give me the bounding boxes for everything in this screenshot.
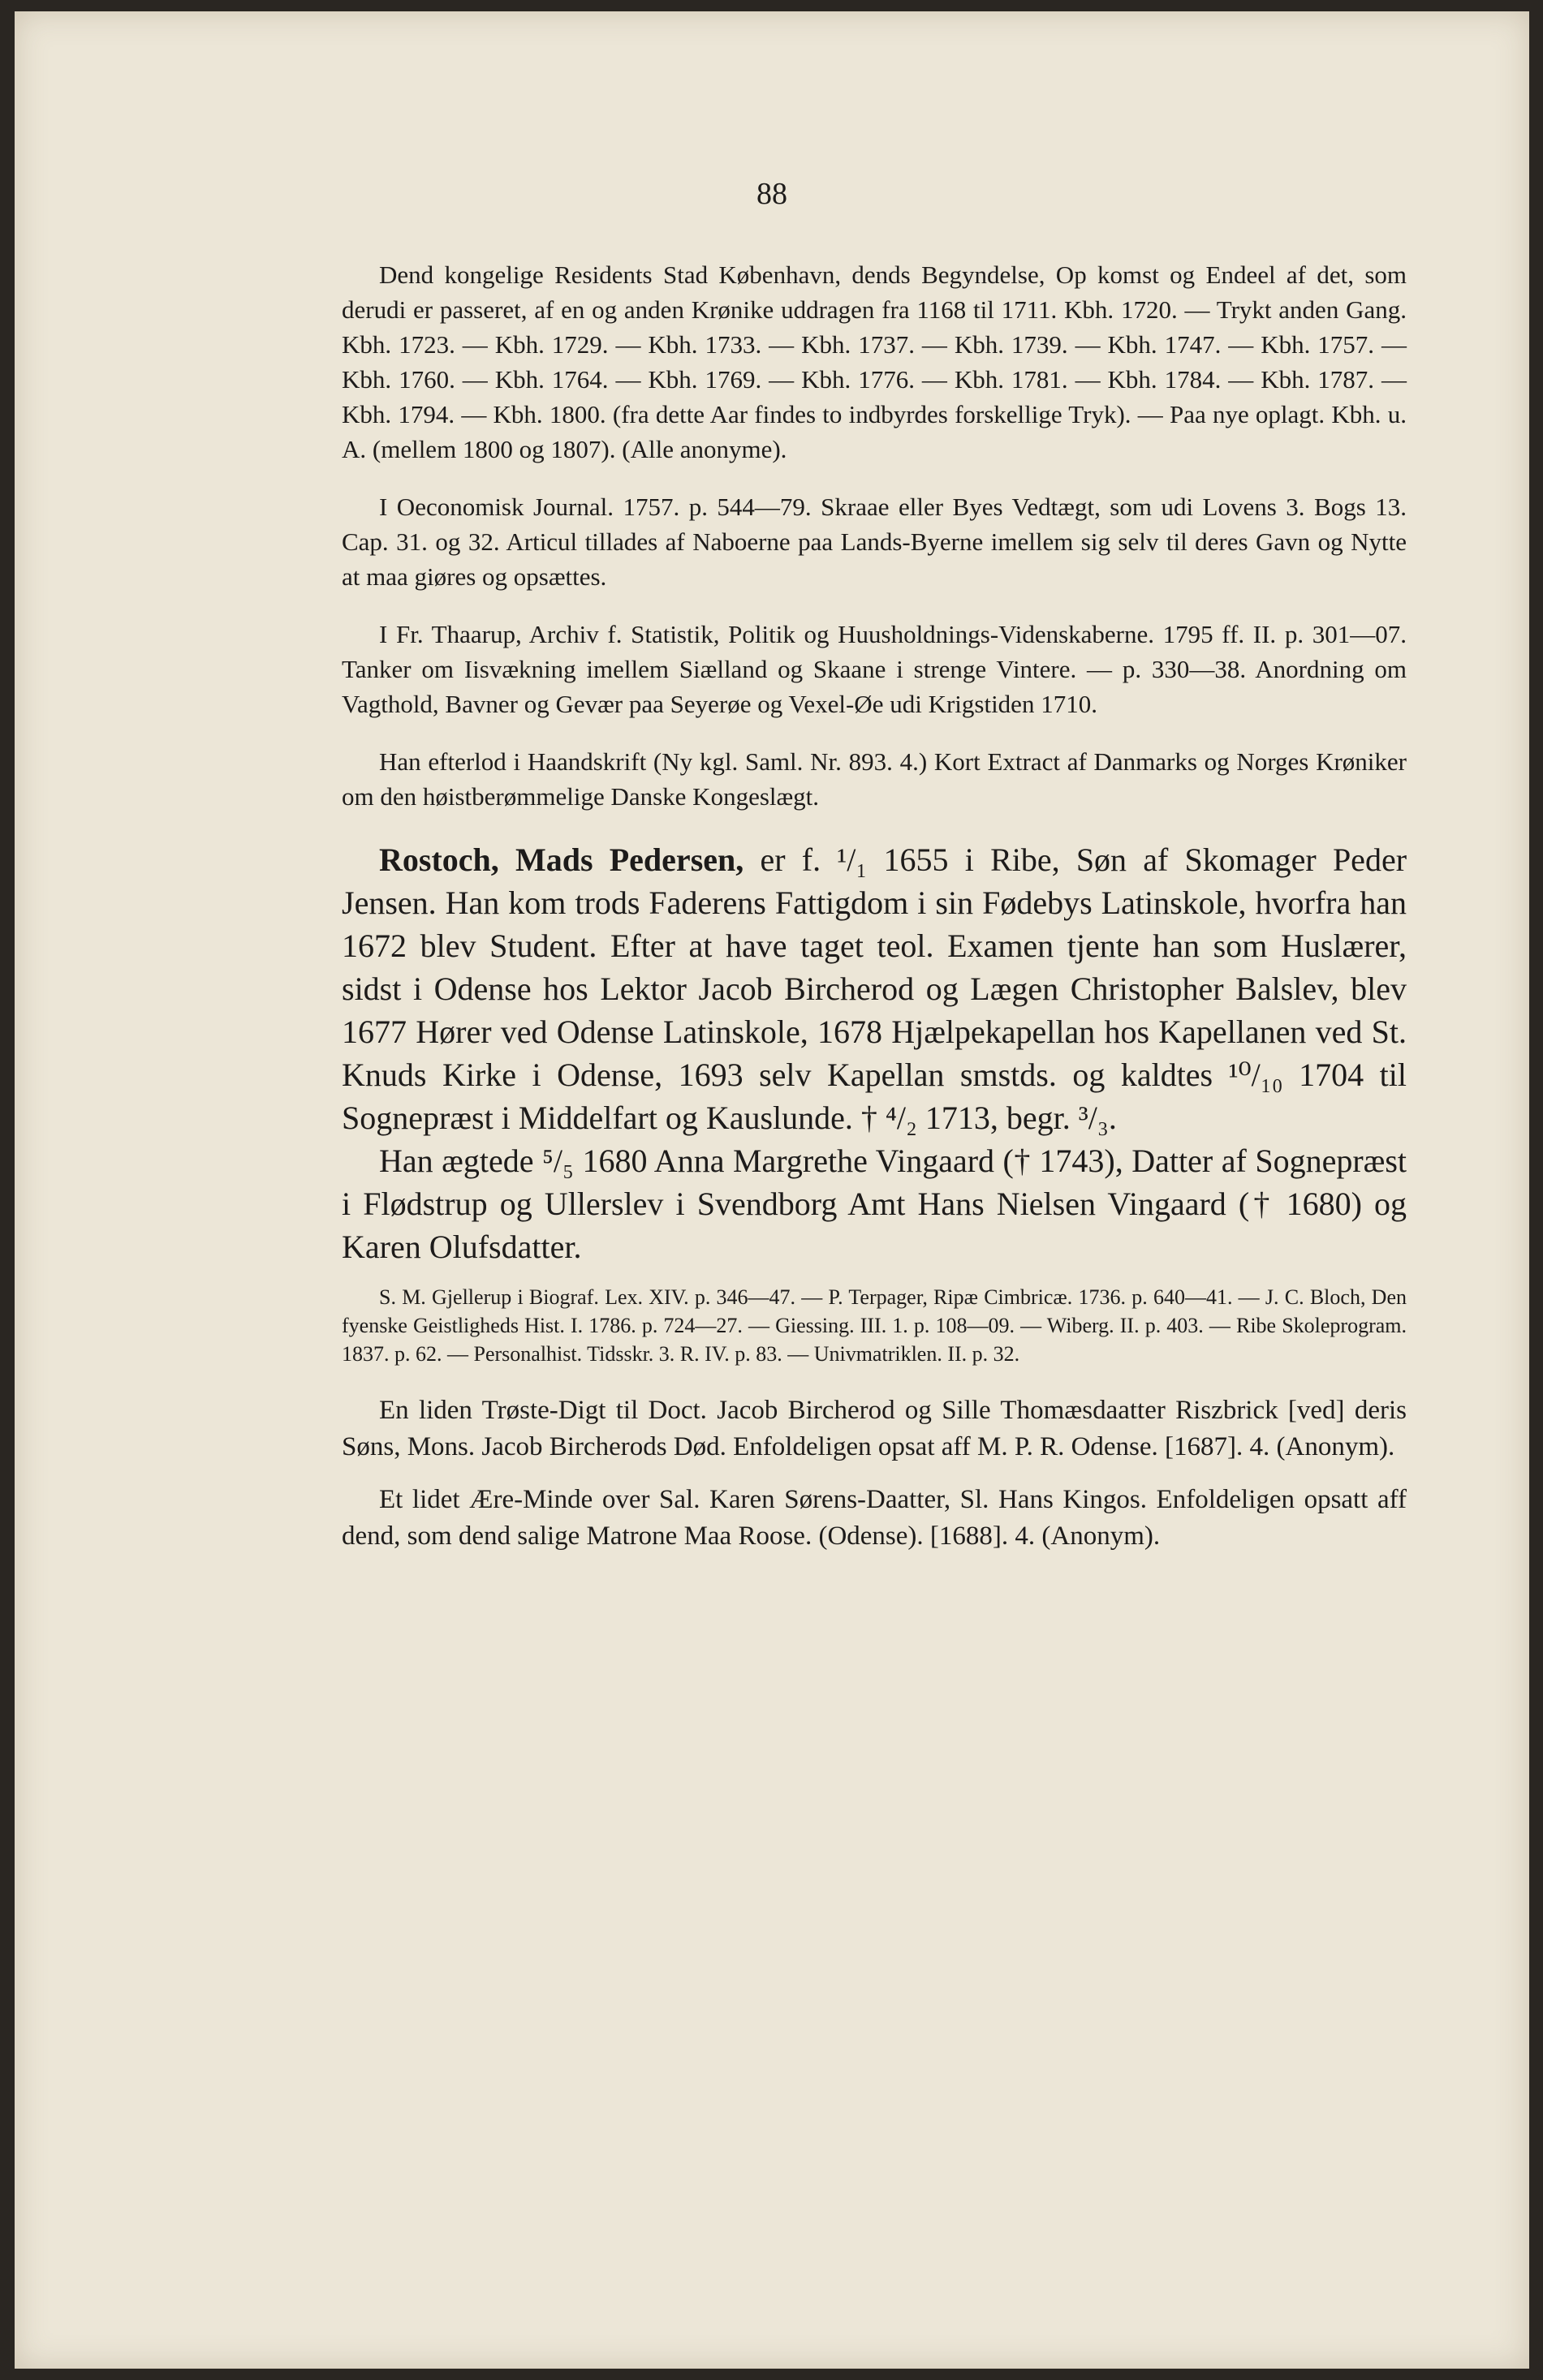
bibliography-paragraph: I Oeconomisk Journal. 1757. p. 544—79. Skraae eller Byes Vedtægt, som udi Lovens 3. Bogs 13. Cap. 31. og 32. Articul tillades af Naboerne paa Lands-Byerne imellem sig selv til deres Gavn og Nytte at maa giøres og opsættes. — [342, 493, 1407, 591]
bibliography-paragraph: Dend kongelige Residents Stad København, dends Begyndelse, Op komst og Endeel af det, som derudi er passeret, af en og anden Krønike uddragen fra 1168 til 1711. Kbh. 1720. — Trykt anden Gang. Kbh. 1723. — Kbh. 1729. — Kbh. 1733. — Kbh. 1737. — Kbh. 1739. — Kbh. 1747. — Kbh. 1757. — Kbh. 1760. — Kbh. 1764. — Kbh. 1769. — Kbh. 1776. — Kbh. 1781. — Kbh. 1784. — Kbh. 1787. — Kbh. 1794. — Kbh. 1800. (fra dette Aar findes to indbyrdes forskellige Tryk). — Paa nye oplagt. Kbh. u. A. (mellem 1800 og 1807). (Alle anonyme). — [342, 260, 1407, 463]
bibliography-paragraph: I Fr. Thaarup, Archiv f. Statistik, Politik og Huusholdnings-Videnskaberne. 1795 ff. II. p. 301—07. Tanker om Iisvækning imellem Siælland og Skaane i strenge Vintere. — p. 330—38. Anordning om Vagthold, Bavner og Gevær paa Seyerøe og Vexel-Øe udi Krigstiden 1710. — [342, 620, 1407, 718]
work-item: Et lidet Ære-Minde over Sal. Karen Sørens-Daatter, Sl. Hans Kingos. Enfoldeligen opsatt aff dend, som dend salige Matrone Maa Roose. (Odense). [1688]. 4. (Anonym). — [342, 1485, 1407, 1551]
entry-name: Rostoch, Mads Pedersen, — [379, 841, 744, 878]
references-text: S. M. Gjellerup i Biograf. Lex. XIV. p. 346—47. — P. Terpager, Ripæ Cimbricæ. 1736. p. 640—41. — J. C. Bloch, Den fyenske Geistligheds Hist. I. 1786. p. 724—27. — Giessing. III. 1. p. 108—09. — Wiberg. II. p. 403. — Ribe Skoleprogram. 1837. p. 62. — Personalhist. Tidsskr. 3. R. IV. p. 83. — Univmatriklen. II. p. 32. — [342, 1285, 1407, 1366]
biography-text: er f. ¹/₁ 1655 i Ribe, Søn af Skomager Peder Jensen. Han kom trods Faderens Fattigdom i sin Fødebys Latinskole, hvorfra han 1672 blev Student. Efter at have taget teol. Examen tjente han som Huslærer, sidst i Odense hos Lektor Jacob Bircherod og Lægen Christopher Balslev, blev 1677 Hører ved Odense Latinskole, 1678 Hjælpekapellan hos Kapellanen ved St. Knuds Kirke i Odense, 1693 selv Kapellan smstds. og kaldtes ¹⁰/₁₀ 1704 til Sognepræst i Middelfart og Kauslunde. † ⁴/₂ 1713, begr. ³/₃. — [342, 841, 1407, 1136]
bibliography-paragraph: Han efterlod i Haandskrift (Ny kgl. Saml. Nr. 893. 4.) Kort Extract af Danmarks og Norges Krøniker om den høistberømmelige Danske Kongeslægt. — [342, 747, 1407, 811]
work-item: En liden Trøste-Digt til Doct. Jacob Bircherod og Sille Thomæsdaatter Riszbrick [ved] deris Søns, Mons. Jacob Bircherods Død. Enfoldeligen opsat aff M. P. R. Odense. [1687]. 4. (Anonym). — [342, 1396, 1407, 1461]
page-number: 88 — [756, 177, 787, 211]
works-list — [342, 1392, 1407, 1555]
marriage-paragraph: Han ægtede ⁵/₅ 1680 Anna Margrethe Vingaard († 1743), Datter af Sognepræst i Flødstrup og Ullerslev i Svendborg Amt Hans Nielsen Vingaard († 1680) og Karen Olufsdatter. — [342, 1143, 1407, 1265]
page-content — [342, 257, 1407, 1571]
references-block — [342, 1283, 1407, 1368]
biography-paragraph — [342, 838, 1407, 1139]
biography-entry — [342, 838, 1407, 1268]
book-page — [15, 11, 1529, 2369]
previous-entry-bibliography — [342, 257, 1407, 814]
